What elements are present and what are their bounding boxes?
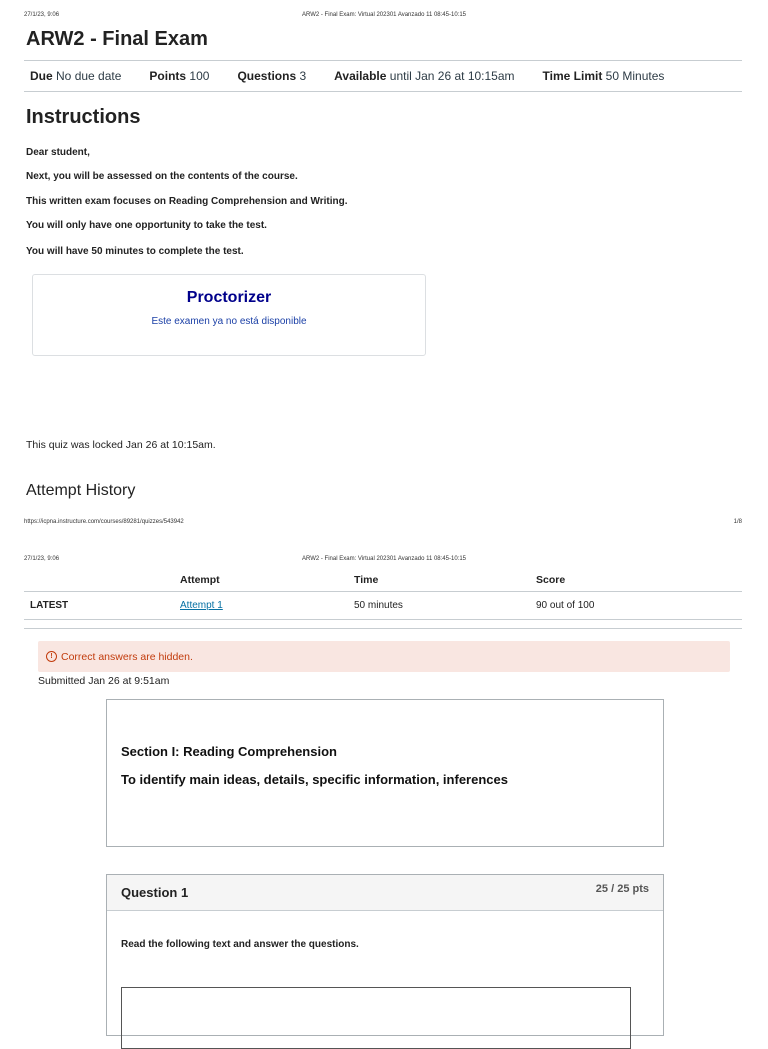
column-header-score: Score [530, 572, 742, 592]
instruction-line: Next, you will be assessed on the contents of the course. [26, 171, 298, 182]
divider [24, 628, 742, 629]
print-header-title: ARW2 - Final Exam: Virtual 202301 Avanzado 11 08:45-10:15 [302, 556, 466, 562]
question-text: Read the following text and answer the questions. [121, 939, 359, 950]
alert-text: Correct answers are hidden. [61, 650, 193, 663]
question-header [107, 875, 663, 911]
divider [24, 91, 742, 92]
instruction-line: Dear student, [26, 147, 90, 158]
exclamation-circle-icon: ! [46, 651, 57, 662]
question-points: 25 / 25 pts [595, 883, 649, 895]
detail-points: Points 100 [149, 69, 210, 83]
attempt-score: 90 out of 100 [530, 592, 742, 620]
correct-answers-hidden-alert [38, 641, 730, 672]
locked-message: This quiz was locked Jan 26 at 10:15am. [26, 439, 216, 451]
attempt-time: 50 minutes [348, 592, 530, 620]
question-title: Question 1 [121, 885, 189, 900]
proctorizer-message: Este examen ya no está disponible [151, 316, 307, 327]
instructions-heading: Instructions [26, 106, 141, 128]
section-title: Section I: Reading Comprehension [121, 744, 337, 759]
instruction-line: This written exam focuses on Reading Comprehension and Writing. [26, 196, 348, 207]
column-header [24, 572, 174, 592]
table-header-row [24, 572, 742, 592]
attempt-history-table [24, 572, 742, 620]
reading-text-box [121, 987, 631, 1049]
detail-time-limit: Time Limit 50 Minutes [542, 69, 665, 83]
submitted-timestamp: Submitted Jan 26 at 9:51am [38, 675, 170, 687]
table-row [24, 592, 742, 620]
attempt-1-link[interactable]: Attempt 1 [180, 600, 223, 611]
instruction-line: You will only have one opportunity to take the test. [26, 220, 267, 231]
print-footer-page: 1/8 [733, 519, 742, 525]
section-panel [106, 699, 664, 847]
quiz-details [24, 61, 742, 91]
proctorizer-title: Proctorizer [186, 289, 272, 306]
print-footer-url: https://icpna.instructure.com/courses/89281/quizzes/543942 [24, 519, 184, 525]
attempt-cell [174, 592, 348, 620]
instruction-line: You will have 50 minutes to complete the test. [26, 246, 244, 257]
attempt-history-heading: Attempt History [26, 482, 136, 499]
section-subtitle: To identify main ideas, details, specific information, inferences [121, 772, 508, 787]
print-header-title: ARW2 - Final Exam: Virtual 202301 Avanzado 11 08:45-10:15 [302, 12, 466, 18]
print-header-datetime: 27/1/23, 9:06 [24, 556, 60, 562]
quiz-title: ARW2 - Final Exam [26, 28, 208, 50]
print-header-datetime: 27/1/23, 9:06 [24, 12, 60, 18]
attempt-latest-label: LATEST [24, 592, 174, 620]
detail-questions: Questions 3 [237, 69, 307, 83]
column-header-time: Time [348, 572, 530, 592]
proctorizer-panel [32, 274, 426, 356]
detail-available: Available until Jan 26 at 10:15am [334, 69, 515, 83]
column-header-attempt: Attempt [174, 572, 348, 592]
question-1-panel [106, 874, 664, 1036]
detail-due: Due No due date [30, 69, 122, 83]
